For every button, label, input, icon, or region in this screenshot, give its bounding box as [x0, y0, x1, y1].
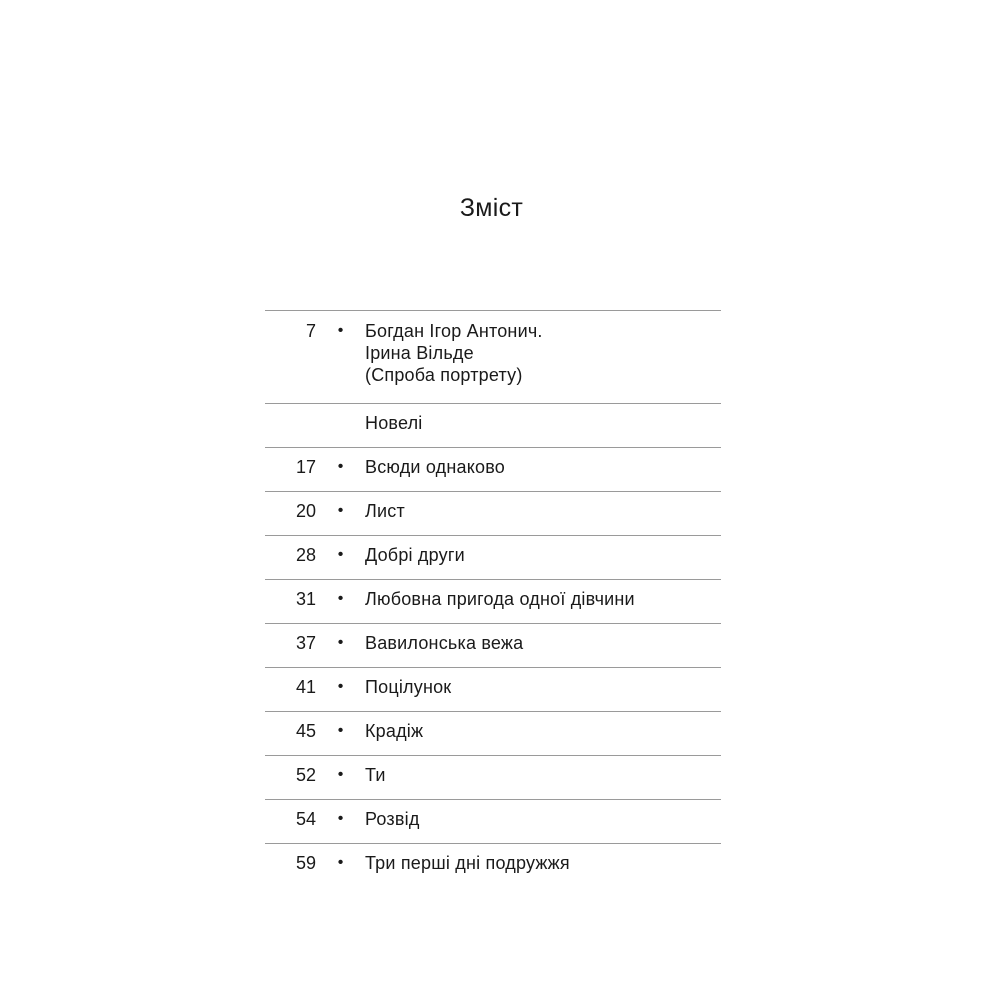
toc-bullet: •: [337, 546, 344, 563]
table-of-contents: [265, 310, 721, 888]
toc-entry: [265, 311, 721, 404]
toc-entry-title: Любовна пригода одної дівчини: [365, 589, 635, 609]
toc-entry: [265, 800, 721, 844]
toc-page-number: 20: [295, 501, 316, 521]
toc-page-number: 17: [295, 457, 316, 477]
toc-bullet: •: [337, 810, 344, 827]
toc-entry: [265, 668, 721, 712]
toc-entry: [265, 448, 721, 492]
toc-entry-title: Ти: [365, 765, 386, 785]
page-title: Зміст: [459, 194, 524, 222]
toc-bullet: •: [337, 722, 344, 739]
toc-entry-title: Добрі други: [365, 545, 465, 565]
toc-entry-title: Три перші дні подружжя: [365, 853, 570, 873]
toc-entry: [265, 580, 721, 624]
toc-page-number: 41: [295, 677, 316, 697]
toc-bullet: •: [337, 678, 344, 695]
toc-entry-title: Всюди однаково: [365, 457, 505, 477]
toc-entry-title: Вавилонська вежа: [365, 633, 524, 653]
toc-bullet: •: [337, 322, 344, 339]
toc-page-number: 37: [295, 633, 316, 653]
toc-page-number: 45: [295, 721, 316, 741]
toc-bullet: •: [337, 766, 344, 783]
toc-bullet: •: [337, 854, 344, 871]
toc-page-number: 52: [295, 765, 316, 785]
toc-bullet: •: [337, 590, 344, 607]
toc-bullet: •: [337, 634, 344, 651]
toc-entry-title: Богдан Ігор Антонич. Ірина Вільде (Спроба портрету): [365, 321, 543, 385]
toc-entry: [265, 492, 721, 536]
toc-page-number: 59: [295, 853, 316, 873]
toc-section-heading: [265, 404, 721, 448]
toc-entry: [265, 712, 721, 756]
toc-entry-title: Розвід: [365, 809, 420, 829]
toc-page-number: 28: [295, 545, 316, 565]
toc-entry-title: Поцілунок: [365, 677, 452, 697]
toc-entry-title: Лист: [365, 501, 405, 521]
toc-page-number: 7: [305, 321, 316, 341]
toc-entry-title: Новелі: [365, 413, 423, 433]
toc-entry: [265, 756, 721, 800]
toc-bullet: •: [337, 458, 344, 475]
toc-page-number: 31: [295, 589, 316, 609]
toc-page-number: 54: [295, 809, 316, 829]
toc-entry: [265, 624, 721, 668]
toc-entry: [265, 844, 721, 888]
toc-entry-title: Крадіж: [365, 721, 424, 741]
toc-entry: [265, 536, 721, 580]
toc-bullet: •: [337, 502, 344, 519]
